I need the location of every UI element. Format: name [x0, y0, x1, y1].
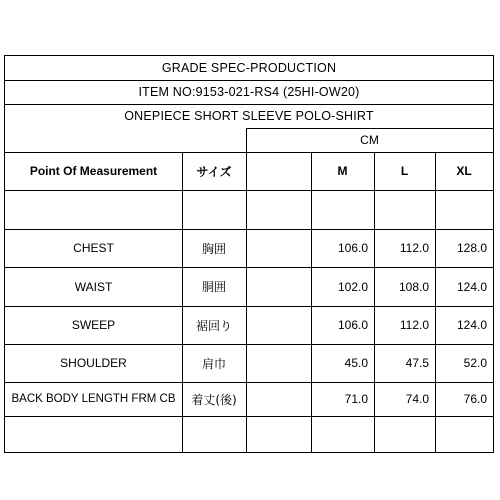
value-m: 106.0: [337, 318, 368, 332]
column-header-xl: XL: [456, 164, 472, 178]
column-header-pom: Point Of Measurement: [29, 164, 158, 178]
value-l: 108.0: [398, 279, 429, 294]
divider: [246, 128, 247, 452]
row-label: WAIST: [74, 279, 113, 294]
row-label-jp: 着丈(後): [191, 392, 237, 407]
divider: [5, 416, 493, 417]
product-name: ONEPIECE SHORT SLEEVE POLO-SHIRT: [124, 109, 374, 123]
value-l: 74.0: [405, 392, 429, 406]
column-header-size-jp: サイズ: [196, 164, 232, 179]
item-number: ITEM NO:9153-021-RS4 (25HI-OW20): [138, 85, 360, 99]
value-xl: 128.0: [456, 241, 487, 255]
value-l: 112.0: [399, 318, 429, 332]
row-label: CHEST: [73, 241, 114, 255]
value-m: 71.0: [344, 392, 368, 406]
row-label: SWEEP: [71, 318, 116, 332]
row-label: SHOULDER: [60, 356, 127, 370]
value-xl: 124.0: [456, 318, 487, 332]
value-m: 102.0: [337, 279, 368, 294]
row-label-jp: 胸囲: [201, 241, 226, 256]
unit-label: CM: [360, 133, 379, 147]
divider: [5, 190, 493, 191]
spec-sheet-table: [4, 55, 494, 453]
value-l: 112.0: [399, 241, 429, 255]
row-label-jp: 胴囲: [201, 280, 226, 294]
sheet-title: GRADE SPEC-PRODUCTION: [161, 61, 337, 75]
value-xl: 124.0: [456, 279, 487, 294]
row-label-jp: 肩巾: [201, 356, 226, 371]
value-m: 45.0: [344, 356, 368, 370]
value-xl: 52.0: [463, 356, 487, 370]
value-m: 106.0: [337, 241, 368, 255]
column-header-m: M: [337, 164, 348, 178]
column-header-l: L: [400, 164, 409, 178]
row-label: BACK BODY LENGTH FRM CB: [11, 393, 176, 405]
row-label-jp: 裾回り: [195, 318, 232, 333]
value-l: 47.5: [405, 356, 429, 370]
value-xl: 76.0: [463, 392, 487, 406]
